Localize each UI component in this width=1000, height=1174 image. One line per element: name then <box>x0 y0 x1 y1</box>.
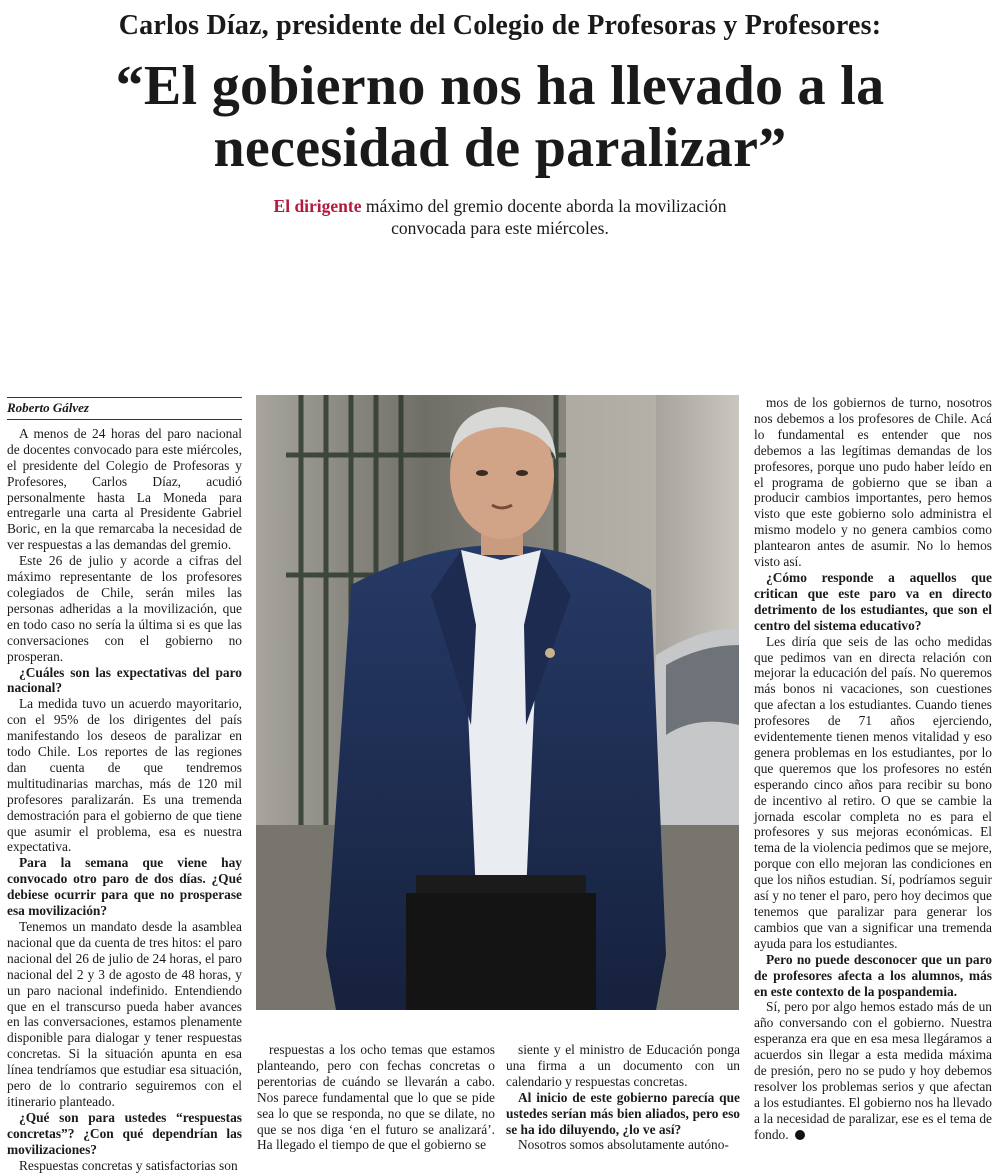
text-column-1 <box>7 397 242 1174</box>
deck-text: máximo del gremio docente aborda la movilización convocada para este miércoles. <box>361 196 727 238</box>
interview-question: ¿Qué son para ustedes “respuestas concretas”? ¿Con qué dependrían las movilizaciones? <box>7 1109 242 1157</box>
body-paragraph: Tenemos un mandato desde la asamblea nacional que da cuenta de tres hitos: el paro nacional del 26 de julio de 24 horas, el paro nacional del 2 y 3 de agosto de 48 horas, y un paro nacional indefinido. Entendiendo que en el transcurso pueda haber avances en las conversaciones, estamos plenamente disponible para dialogar y tener respuestas concretas. Si la situación apunta en esa línea tendríamos que estudiar esa situación, pero de lo contrario seguiremos con el itinerario planteado. <box>7 919 242 1109</box>
column-2-body <box>257 1042 495 1153</box>
body-paragraph: mos de los gobiernos de turno, nosotros nos debemos a los profesores de Chile. Acá lo fundamental es entender que nos debemos a las legítimas demandas de los profesores, porque uno pudo haber leído en el programa de gobierno que se iban a producir cambios importantes, pero hemos visto que este gobierno solo administra el mismo modelo y no genera cambios como plantearon antes de asumir. No lo hemos visto así. <box>754 395 992 570</box>
body-paragraph: Este 26 de julio y acorde a cifras del máximo representante de los profesores colegiados de Chile, serán miles las personas adheridas a la movilización, que en todo caso no sería la última si es que las conversaciones con el gobierno no prosperan. <box>7 553 242 664</box>
body-paragraph: La medida tuvo un acuerdo mayoritario, con el 95% de los dirigentes del país manifestando los deseos de paralizar en todo Chile. Los reportes de las regiones dan cuenta de que tendremos multitudinarias marchas, más de 120 mil profesores paralizarán. Es una tremenda demostración para el gobierno de que tiene que asumir el problema, esa es nuestra expectativa. <box>7 696 242 855</box>
text-column-4 <box>754 395 992 1143</box>
interview-question: Pero no puede desconocer que un paro de profesores afecta a los alumnos, más en este contexto de la pospandemia. <box>754 951 992 999</box>
article-photo <box>256 395 739 1010</box>
column-3-body <box>506 1042 740 1153</box>
portrait-photo <box>256 395 739 1010</box>
column-4-body <box>754 395 992 1143</box>
body-paragraph: Respuestas concretas y satisfactorias son <box>19 1157 238 1173</box>
body-paragraph: Sí, pero por algo hemos estado más de un año conversando con el gobierno. Nuestra esperanza era que en esa mesa llegáramos a acuerdos sin llegar a esta medida máxima de presión, pero no se pudo y hoy debemos resolver los problemas serios y que afectan a los estudiantes. El gobierno nos ha llevado a la necesidad de paralizar, ese es el tema de fondo. <box>754 999 993 1142</box>
interview-question: Para la semana que viene hay convocado otro paro de dos días. ¿Qué debiese ocurrir para que no prosperase esa movilización? <box>7 855 242 919</box>
text-column-2 <box>257 1042 495 1153</box>
deck-lead: El dirigente <box>273 196 362 216</box>
interview-question: Al inicio de este gobierno parecía que ustedes serían más bien aliados, pero eso se ha ido diluyendo, ¿lo ve así? <box>506 1089 740 1137</box>
body-paragraph: Les diría que seis de las ocho medidas que pedimos van en directa relación con mejorar la educación del país. No queremos más bonos ni vacaciones, son cuestiones que afectan a los estudiantes. Cuando tienes profesores de 71 años ejerciendo, evidentemente tienen menos vitalidad y eso genera problemas en los estudiantes, por lo que queremos que los profesores no estén esperando cinco años para recibir su bono de incentivo al retiro. O que se cambie la jornada escolar completa no es para el profesores y sus mejoras económicas. El tema de la violencia pedimos que se mejore, porque con ello mejoran las condiciones en que los niños estudian. Sí, podríamos seguir así y no tener el paro, pero hoy decimos que tenemos que paralizar para generar los cambios que van a significar una tremenda ayuda para los estudiantes. <box>754 633 992 951</box>
end-of-article-icon <box>795 1130 805 1140</box>
interview-question: ¿Cómo responde a aquellos que critican que este paro va en directo detrimento de los estudiantes, que son el centro del sistema educativo? <box>754 569 992 633</box>
body-paragraph: siente y el ministro de Educación ponga una firma a un documento con un calendario y respuestas concretas. <box>506 1042 740 1089</box>
article-kicker: Carlos Díaz, presidente del Colegio de Profesoras y Profesores: <box>118 10 882 41</box>
headline-line-2: necesidad de paralizar” <box>213 117 787 179</box>
article-headline <box>60 55 940 179</box>
body-paragraph: Nosotros somos absolutamente autóno- <box>518 1137 729 1153</box>
byline: Roberto Gálvez <box>7 397 242 420</box>
interview-question: ¿Cuáles son las expectativas del paro nacional? <box>7 664 242 696</box>
body-paragraph: respuestas a los ocho temas que estamos planteando, pero con fechas concretas o perentorias de cuándo se llevarán a cabo. Nos parece fundamental que lo que se pide sea lo que se responda, no que se dilate, no que se nos diga ‘en el futuro se analizará’. Ha llegado el tiempo de que el gobierno se <box>257 1042 495 1153</box>
body-paragraph: A menos de 24 horas del paro nacional de docentes convocado para este miércoles, el presidente del Colegio de Profesoras y Profesores, Carlos Díaz, acudió personalmente hasta La Moneda para entregarle una carta al Presidente Gabriel Boric, en la que remarcaba la necesidad de ver respuestas a las demandas del gremio. <box>7 425 242 553</box>
headline-line-1: “El gobierno nos ha llevado a la <box>115 55 885 117</box>
text-column-3 <box>506 1042 740 1153</box>
article-deck <box>240 195 760 239</box>
column-1-body <box>7 426 242 1174</box>
